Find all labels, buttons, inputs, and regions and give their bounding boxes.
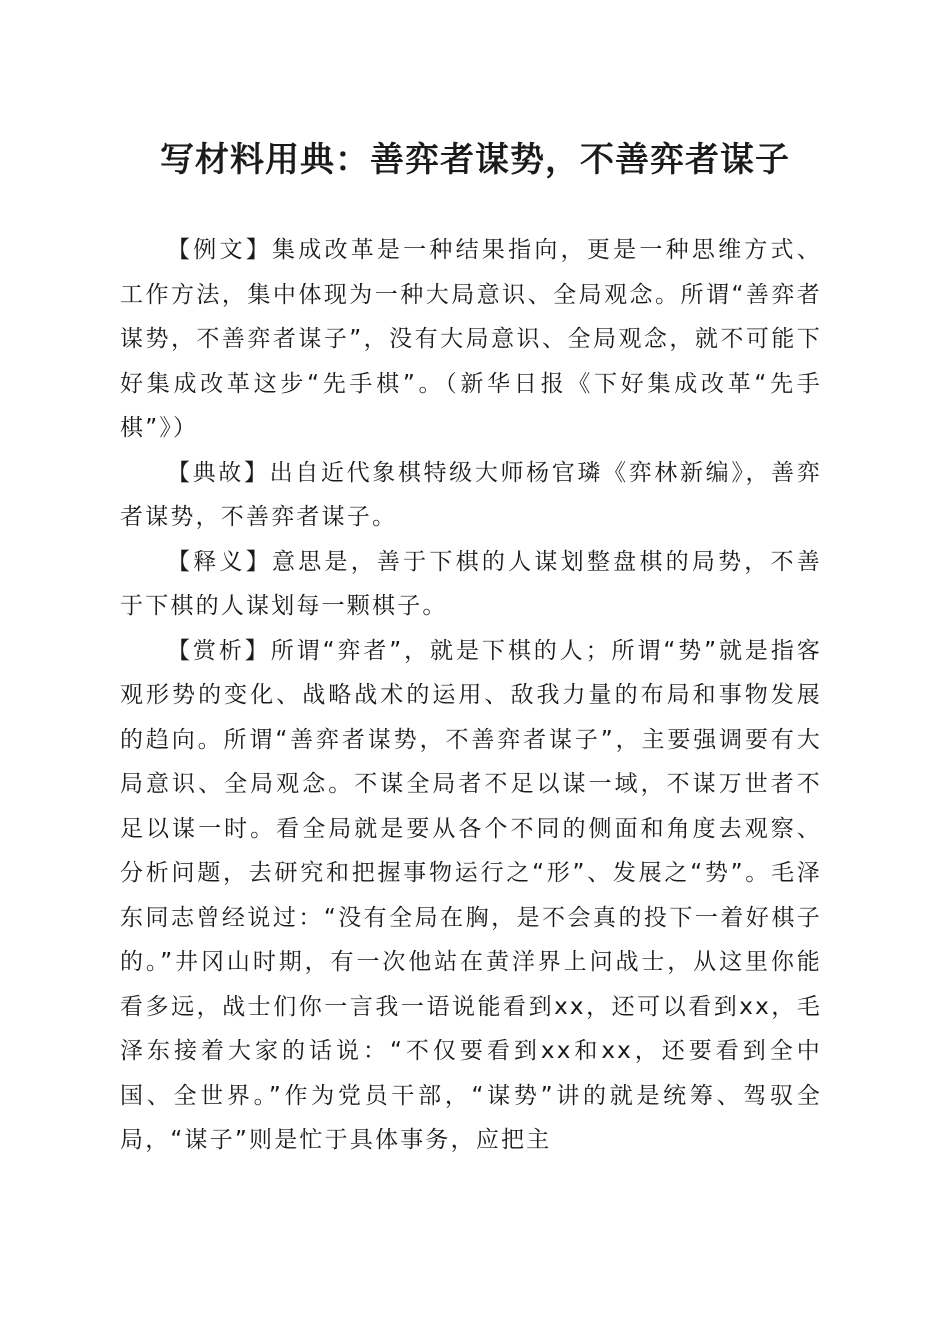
document-title: 写材料用典：善弈者谋势，不善弈者谋子: [160, 140, 790, 180]
paragraph-text: 意思是，善于下棋的人谋划整盘棋的局势，不善于下棋的人谋划每一颗棋子。: [120, 548, 822, 619]
paragraph-tag: 【释义】: [167, 548, 272, 575]
paragraph-meaning: [120, 540, 822, 629]
paragraph-text: 出自近代象棋特级大师杨官璘《弈林新编》，善弈者谋势，不善弈者谋子。: [120, 459, 822, 530]
paragraph-text: 所谓“弈者”，就是下棋的人；所谓“势”就是指客观形势的变化、战略战术的运用、敌我力量的布局和事物发展的趋向。所谓“善弈者谋势，不善弈者谋子”，主要强调要有大局意识、全局观念。不谋全局者不足以谋一域，不谋万世者不足以谋一时。看全局就是要从各个不同的侧面和角度去观察、分析问题，去研究和把握事物运行之“形”、发展之“势”。毛泽东同志曾经说过：“没有全局在胸，是不会真的投下一着好棋子的。”井冈山时期，有一次他站在黄洋界上问战士，从这里你能看多远，战士们你一言我一语说能看到xx，还可以看到xx，毛泽东接着大家的话说：“不仅要看到xx和xx，还要看到全中国、全世界。”作为党员干部，“谋势”讲的就是统筹、驾驭全局，“谋子”则是忙于具体事务，应把主: [120, 637, 822, 1153]
document-body: [120, 228, 822, 1163]
paragraph-allusion: [120, 451, 822, 540]
paragraph-tag: 【赏析】: [167, 637, 271, 664]
paragraph-tag: 【例文】: [167, 237, 272, 263]
paragraph-example: [120, 228, 822, 451]
paragraph-tag: 【典故】: [167, 459, 270, 486]
paragraph-text: 集成改革是一种结果指向，更是一种思维方式、工作方法，集中体现为一种大局意识、全局观念。所谓“善弈者谋势，不善弈者谋子”，没有大局意识、全局观念，就不可能下好集成改革这步“先手棋”。（新华日报《下好集成改革“先手棋”》）: [120, 237, 822, 441]
paragraph-appreciation: [120, 629, 822, 1163]
